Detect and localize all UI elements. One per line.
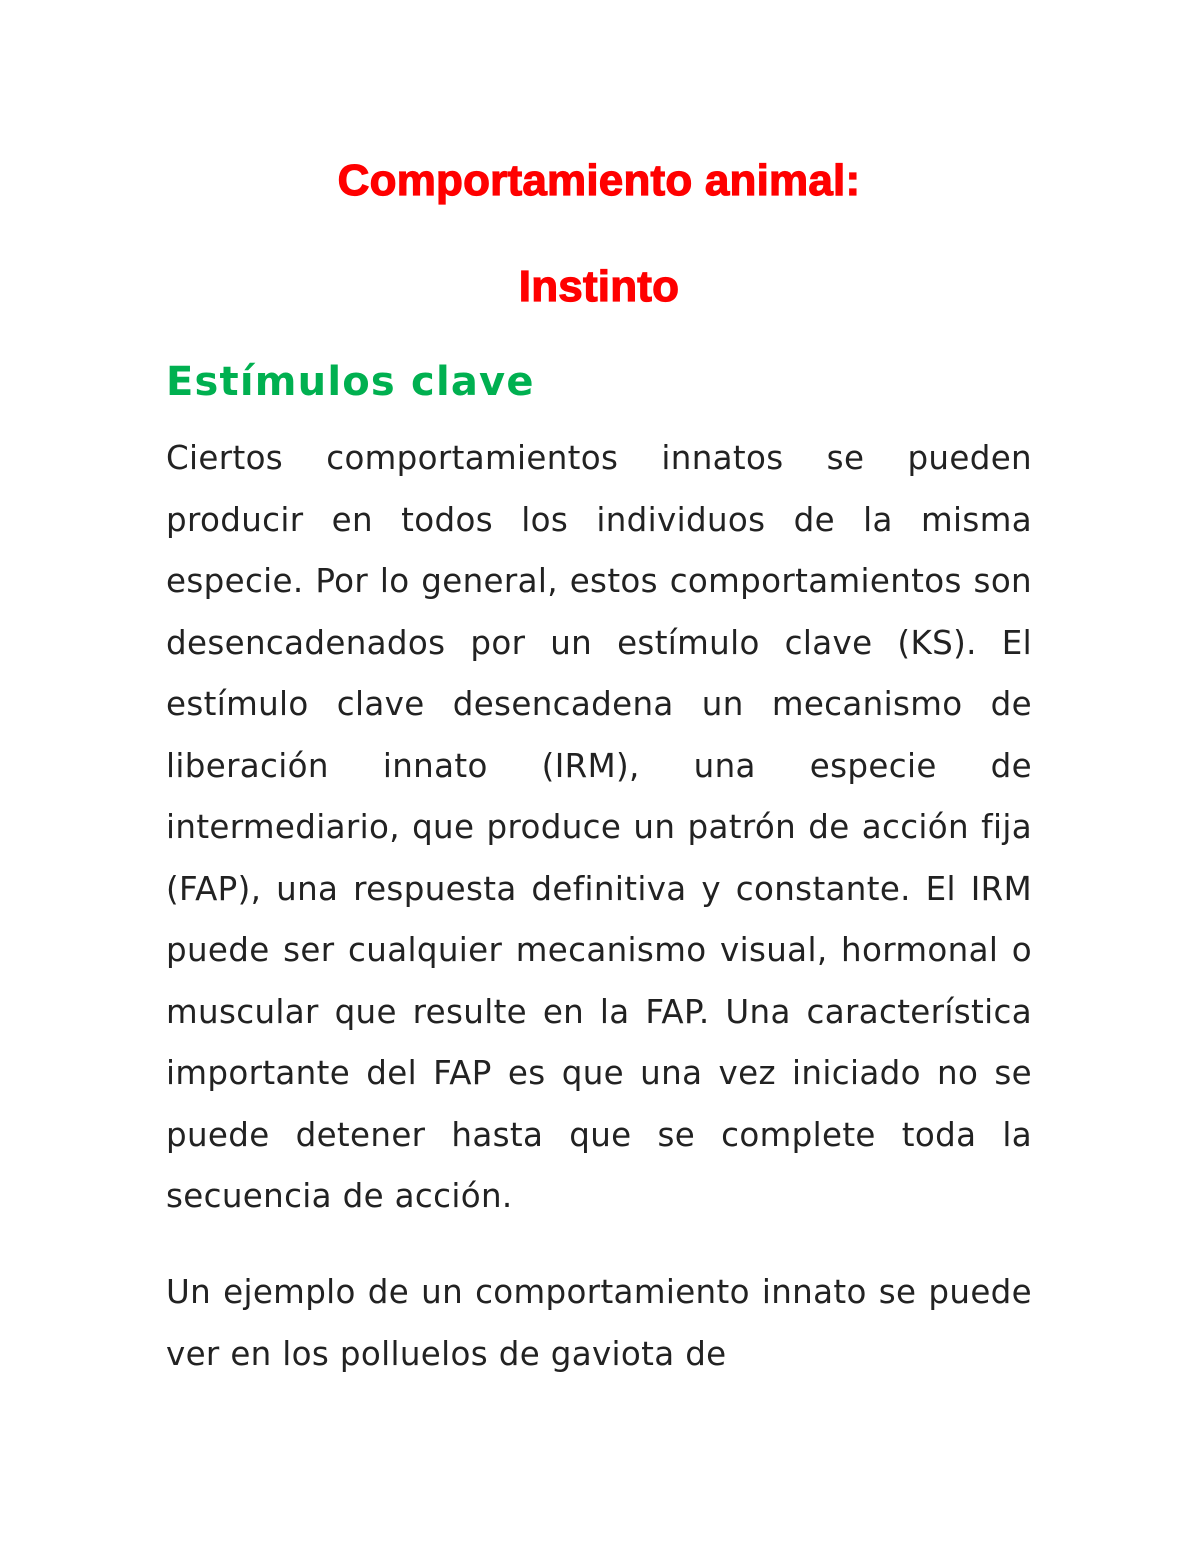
body-paragraph-1: Ciertos comportamientos innatos se pueden producir en todos los individuos de la misma especie. Por lo general, estos comportamientos son desencadenados por un estímulo clave (KS). El estímulo clave desencadena un mecanismo de liberación innato (IRM), una especie de intermediario, que produce un patrón de acción fija (FAP), una respuesta definitiva y constante. El IRM puede ser cualquier mecanismo visual, hormonal o muscular que resulte en la FAP. Una característica importante del FAP es que una vez iniciado no se puede detener hasta que se complete toda la secuencia de acción.	[166, 439, 1032, 1215]
body-paragraph-2: Un ejemplo de un comportamiento innato se puede ver en los polluelos de gaviota de	[166, 1273, 1032, 1373]
document-title-line-1: Comportamiento animal:	[337, 156, 861, 205]
document-page	[166, 0, 1032, 1553]
section-heading: Estímulos clave	[166, 359, 535, 405]
document-title-line-2: Instinto	[518, 262, 680, 311]
